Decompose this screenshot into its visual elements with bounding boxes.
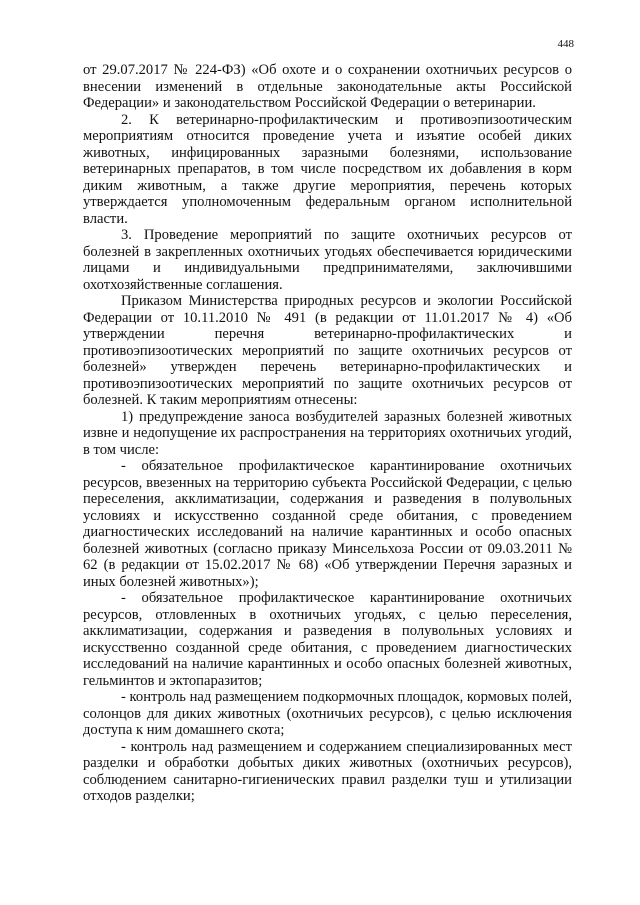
document-body (83, 62, 572, 805)
paragraph-item-3: 3. Проведение мероприятий по защите охотничьих ресурсов от болезней в закрепленных охотничьих угодьях обеспечивается юридическими лицами и индивидуальными предпринимателями, заключившими охотхозяйственные соглашения. (83, 227, 572, 293)
page-number: 448 (557, 38, 574, 50)
paragraph-item-2: 2. К ветеринарно-профилактическим и противоэпизоотическим мероприятиям относится проведение учета и изъятие особей диких животных, инфицированных заразными болезнями, использование ветеринарных препаратов, в том числе посредством их добавления в корм диким животным, а также другие мероприятия, перечень которых утверждается уполномоченным федеральным органом исполнительной власти. (83, 111, 572, 227)
paragraph-continuation: от 29.07.2017 № 224-ФЗ) «Об охоте и о сохранении охотничьих ресурсов о внесении изменений в отдельные законодательные акты Российской Федерации» и законодательством Российской Федерации о ветеринарии. (83, 62, 572, 111)
paragraph-measure-1: 1) предупреждение заноса возбудителей заразных болезней животных извне и недопущение их распространения на территориях охотничьих угодий, в том числе: (83, 408, 572, 458)
paragraph-bullet-feeding-control: - контроль над размещением подкормочных площадок, кормовых полей, солонцов для диких животных (охотничьих ресурсов), с целью исключения доступа к ним домашнего скота; (83, 689, 572, 738)
paragraph-ministry-order: Приказом Министерства природных ресурсов и экологии Российской Федерации от 10.11.2010 № 491 (в редакции от 11.01.2017 № 4) «Об утверждении перечня ветеринарно-профилактических и противоэпизоотических мероприятий по защите охотничьих ресурсов от болезней» утвержден перечень ветеринарно-профилактических и противоэпизоотических мероприятий по защите охотничьих ресурсов от болезней. К таким мероприятиям отнесены: (83, 293, 572, 408)
paragraph-bullet-carcass-control: - контроль над размещением и содержанием специализированных мест разделки и обработки добытых диких животных (охотничьих ресурсов), соблюдением санитарно-гигиенических правил разделки туш и утилизации отходов разделки; (83, 738, 572, 804)
paragraph-bullet-quarantine-imported: - обязательное профилактическое карантинирование охотничьих ресурсов, ввезенных на территорию субъекта Российской Федерации, с целью переселения, акклиматизации, содержания и разведения в полувольных условиях и искусственно созданной среде обитания, с проведением диагностических исследований на наличие карантинных и особо опасных болезней животных (согласно приказу Минсельхоза России от 09.03.2011 № 62 (в редакции от 15.02.2017 № 68) «Об утверждении Перечня заразных и иных болезней животных»); (83, 458, 572, 590)
paragraph-bullet-quarantine-captured: - обязательное профилактическое карантинирование охотничьих ресурсов, отловленных в охотничьих угодьях, с целью переселения, акклиматизации, содержания и разведения в полувольных условиях и искусственно созданной среде обитания, с проведением диагностических исследований на наличие карантинных и особо опасных болезней животных, гельминтов и эктопаразитов; (83, 590, 572, 689)
